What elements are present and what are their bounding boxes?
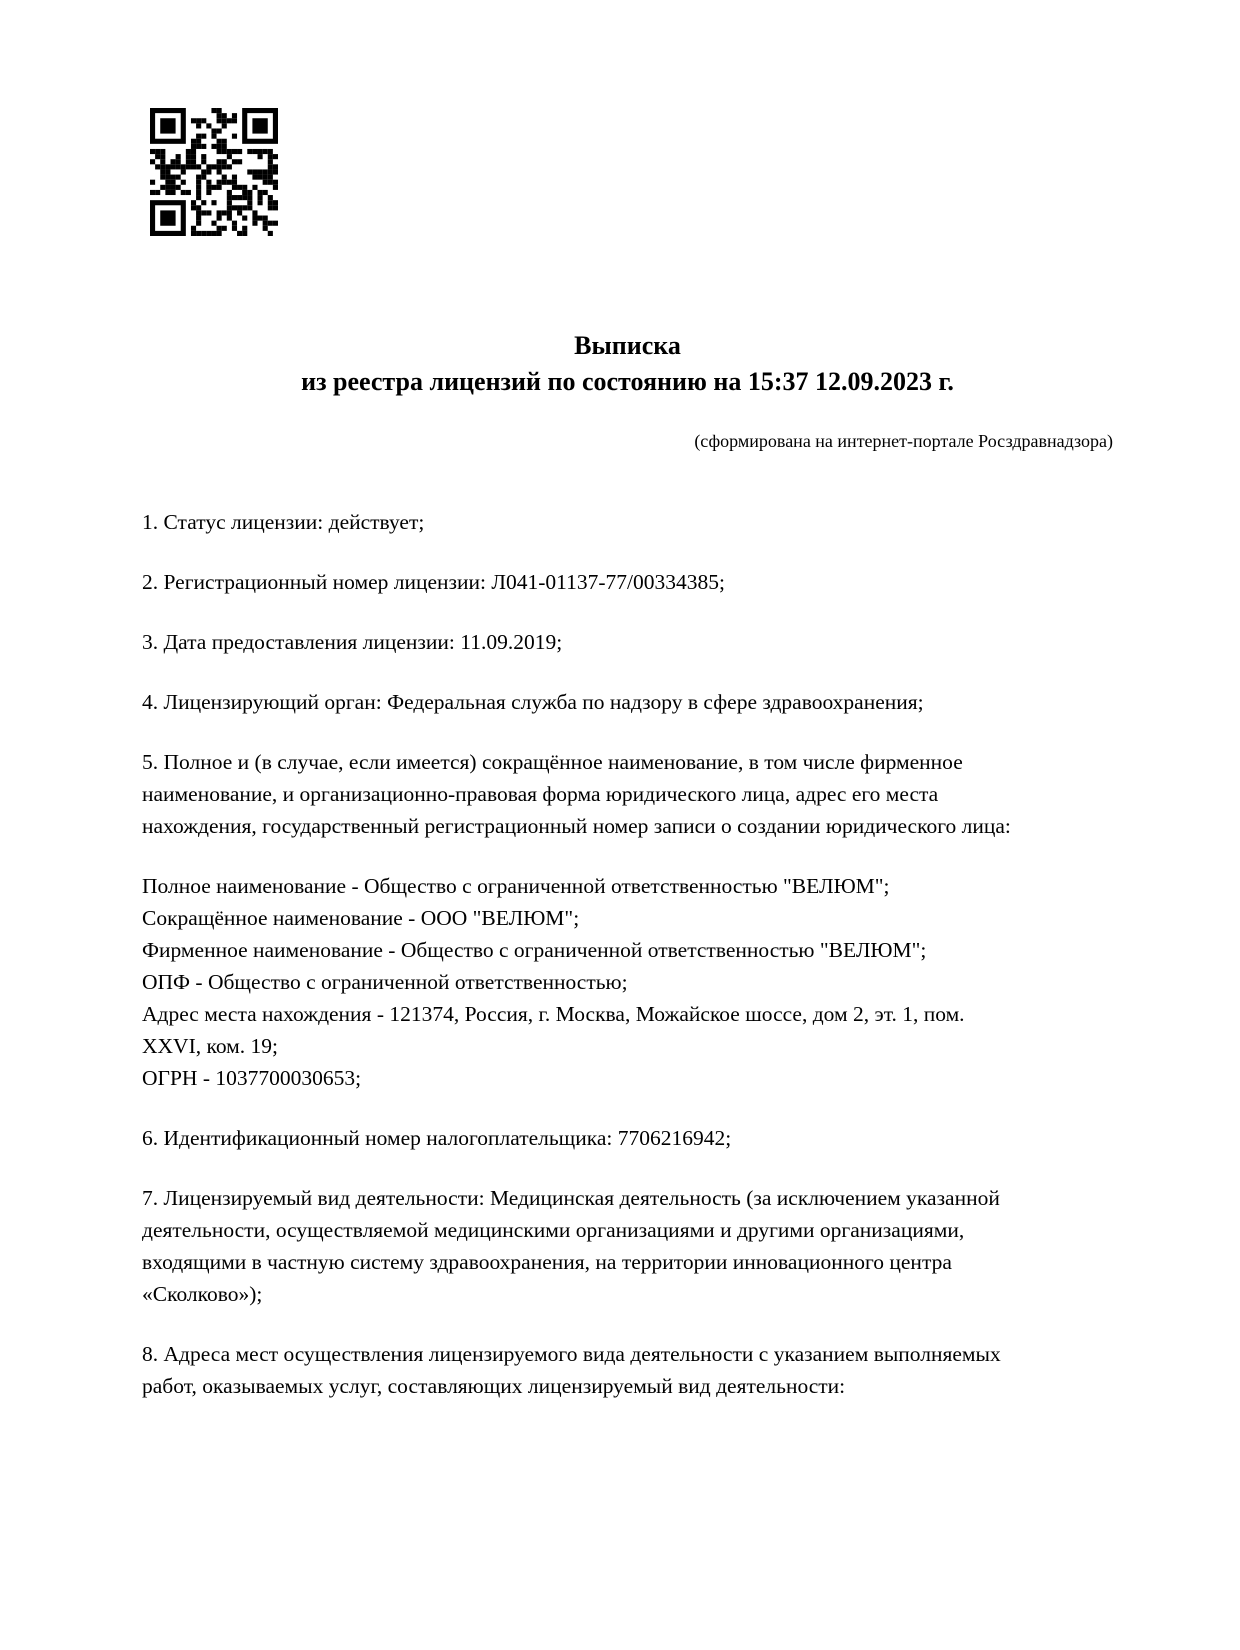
text-line: Адрес места нахождения - 121374, Россия, г. Москва, Можайское шоссе, дом 2, эт. 1, пом.: [142, 1002, 965, 1026]
document-body: [142, 506, 1122, 1430]
text-line: входящими в частную систему здравоохранения, на территории инновационного центра: [142, 1250, 952, 1274]
text-line: 2. Регистрационный номер лицензии: Л041-01137-77/00334385;: [142, 570, 725, 594]
paragraph-taxpayer-number: [142, 1122, 1122, 1154]
text-line: XXVI, ком. 19;: [142, 1034, 279, 1058]
paragraph-licensed-activity: [142, 1182, 1122, 1310]
paragraph-grant-date: [142, 626, 1122, 658]
text-line: Фирменное наименование - Общество с ограниченной ответственностью "ВЕЛЮМ";: [142, 938, 927, 962]
text-line: ОПФ - Общество с ограниченной ответственностью;: [142, 970, 628, 994]
text-line: 6. Идентификационный номер налогоплательщика: 7706216942;: [142, 1126, 732, 1150]
document-title: [140, 328, 1115, 400]
text-line: ОГРН - 1037700030653;: [142, 1066, 362, 1090]
paragraph-entity-details: [142, 870, 1122, 1094]
text-line: 8. Адреса мест осуществления лицензируемого вида деятельности с указанием выполняемых: [142, 1342, 1001, 1366]
text-line: 3. Дата предоставления лицензии: 11.09.2019;: [142, 630, 563, 654]
text-line: нахождения, государственный регистрационный номер записи о создании юридического лица:: [142, 814, 1011, 838]
text-line: 5. Полное и (в случае, если имеется) сокращённое наименование, в том числе фирменное: [142, 750, 963, 774]
text-line: работ, оказываемых услуг, составляющих лицензируемый вид деятельности:: [142, 1374, 846, 1398]
text-line: «Сколково»);: [142, 1282, 263, 1306]
text-line: Полное наименование - Общество с ограниченной ответственностью "ВЕЛЮМ";: [142, 874, 890, 898]
paragraph-activity-addresses: [142, 1338, 1122, 1402]
text-line: Сокращённое наименование - ООО "ВЕЛЮМ";: [142, 906, 580, 930]
text-line: 4. Лицензирующий орган: Федеральная служба по надзору в сфере здравоохранения;: [142, 690, 924, 714]
text-line: 7. Лицензируемый вид деятельности: Медицинская деятельность (за исключением указанной: [142, 1186, 1000, 1210]
title-line: из реестра лицензий по состоянию на 15:37 12.09.2023 г.: [301, 367, 954, 396]
text-line: 1. Статус лицензии: действует;: [142, 510, 425, 534]
qr-code-icon: [150, 108, 278, 236]
paragraph-entity-naming-heading: [142, 746, 1122, 842]
text-line: наименование, и организационно-правовая форма юридического лица, адрес его места: [142, 782, 939, 806]
text-line: деятельности, осуществляемой медицинскими организациями и другими организациями,: [142, 1218, 965, 1242]
paragraph-registration-number: [142, 566, 1122, 598]
title-line: Выписка: [574, 331, 681, 360]
paragraph-license-status: [142, 506, 1122, 538]
paragraph-licensing-authority: [142, 686, 1122, 718]
document-subtitle: (сформирована на интернет-портале Росздравнадзора): [694, 431, 1113, 451]
